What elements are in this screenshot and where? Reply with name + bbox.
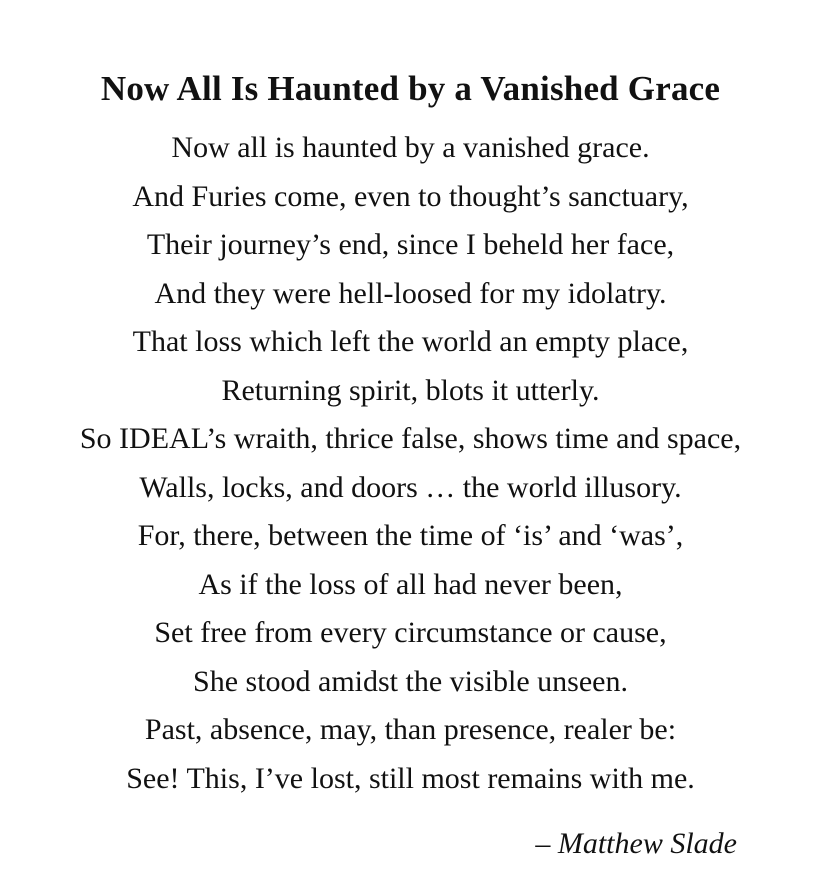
author-attribution: – Matthew Slade: [535, 827, 737, 860]
poem-body: [0, 128, 821, 807]
poem-line: Their journey’s end, since I beheld her face,: [146, 228, 675, 261]
poem-line: See! This, I’ve lost, still most remains with me.: [126, 761, 695, 795]
poem-line: Past, absence, may, than presence, realer be:: [144, 713, 677, 746]
poem-line: And they were hell-loosed for my idolatry.: [154, 276, 667, 310]
poem-title: Now All Is Haunted by a Vanished Grace: [100, 69, 721, 109]
poem-line: Walls, locks, and doors … the world illusory.: [139, 470, 682, 504]
poem-line: So IDEAL’s wraith, thrice false, shows time and space,: [79, 422, 742, 455]
poem-line: Returning spirit, blots it utterly.: [221, 373, 600, 407]
poem-line: Now all is haunted by a vanished grace.: [171, 131, 650, 164]
poem-line: She stood amidst the visible unseen.: [193, 664, 628, 698]
poem-line: Set free from every circumstance or cause,: [154, 616, 667, 649]
poem-line: That loss which left the world an empty place,: [132, 325, 689, 358]
poem-line: For, there, between the time of ‘is’ and ‘was’,: [137, 519, 684, 552]
poem-line: And Furies come, even to thought’s sanctuary,: [132, 179, 689, 213]
poem-line: As if the loss of all had never been,: [198, 567, 623, 601]
